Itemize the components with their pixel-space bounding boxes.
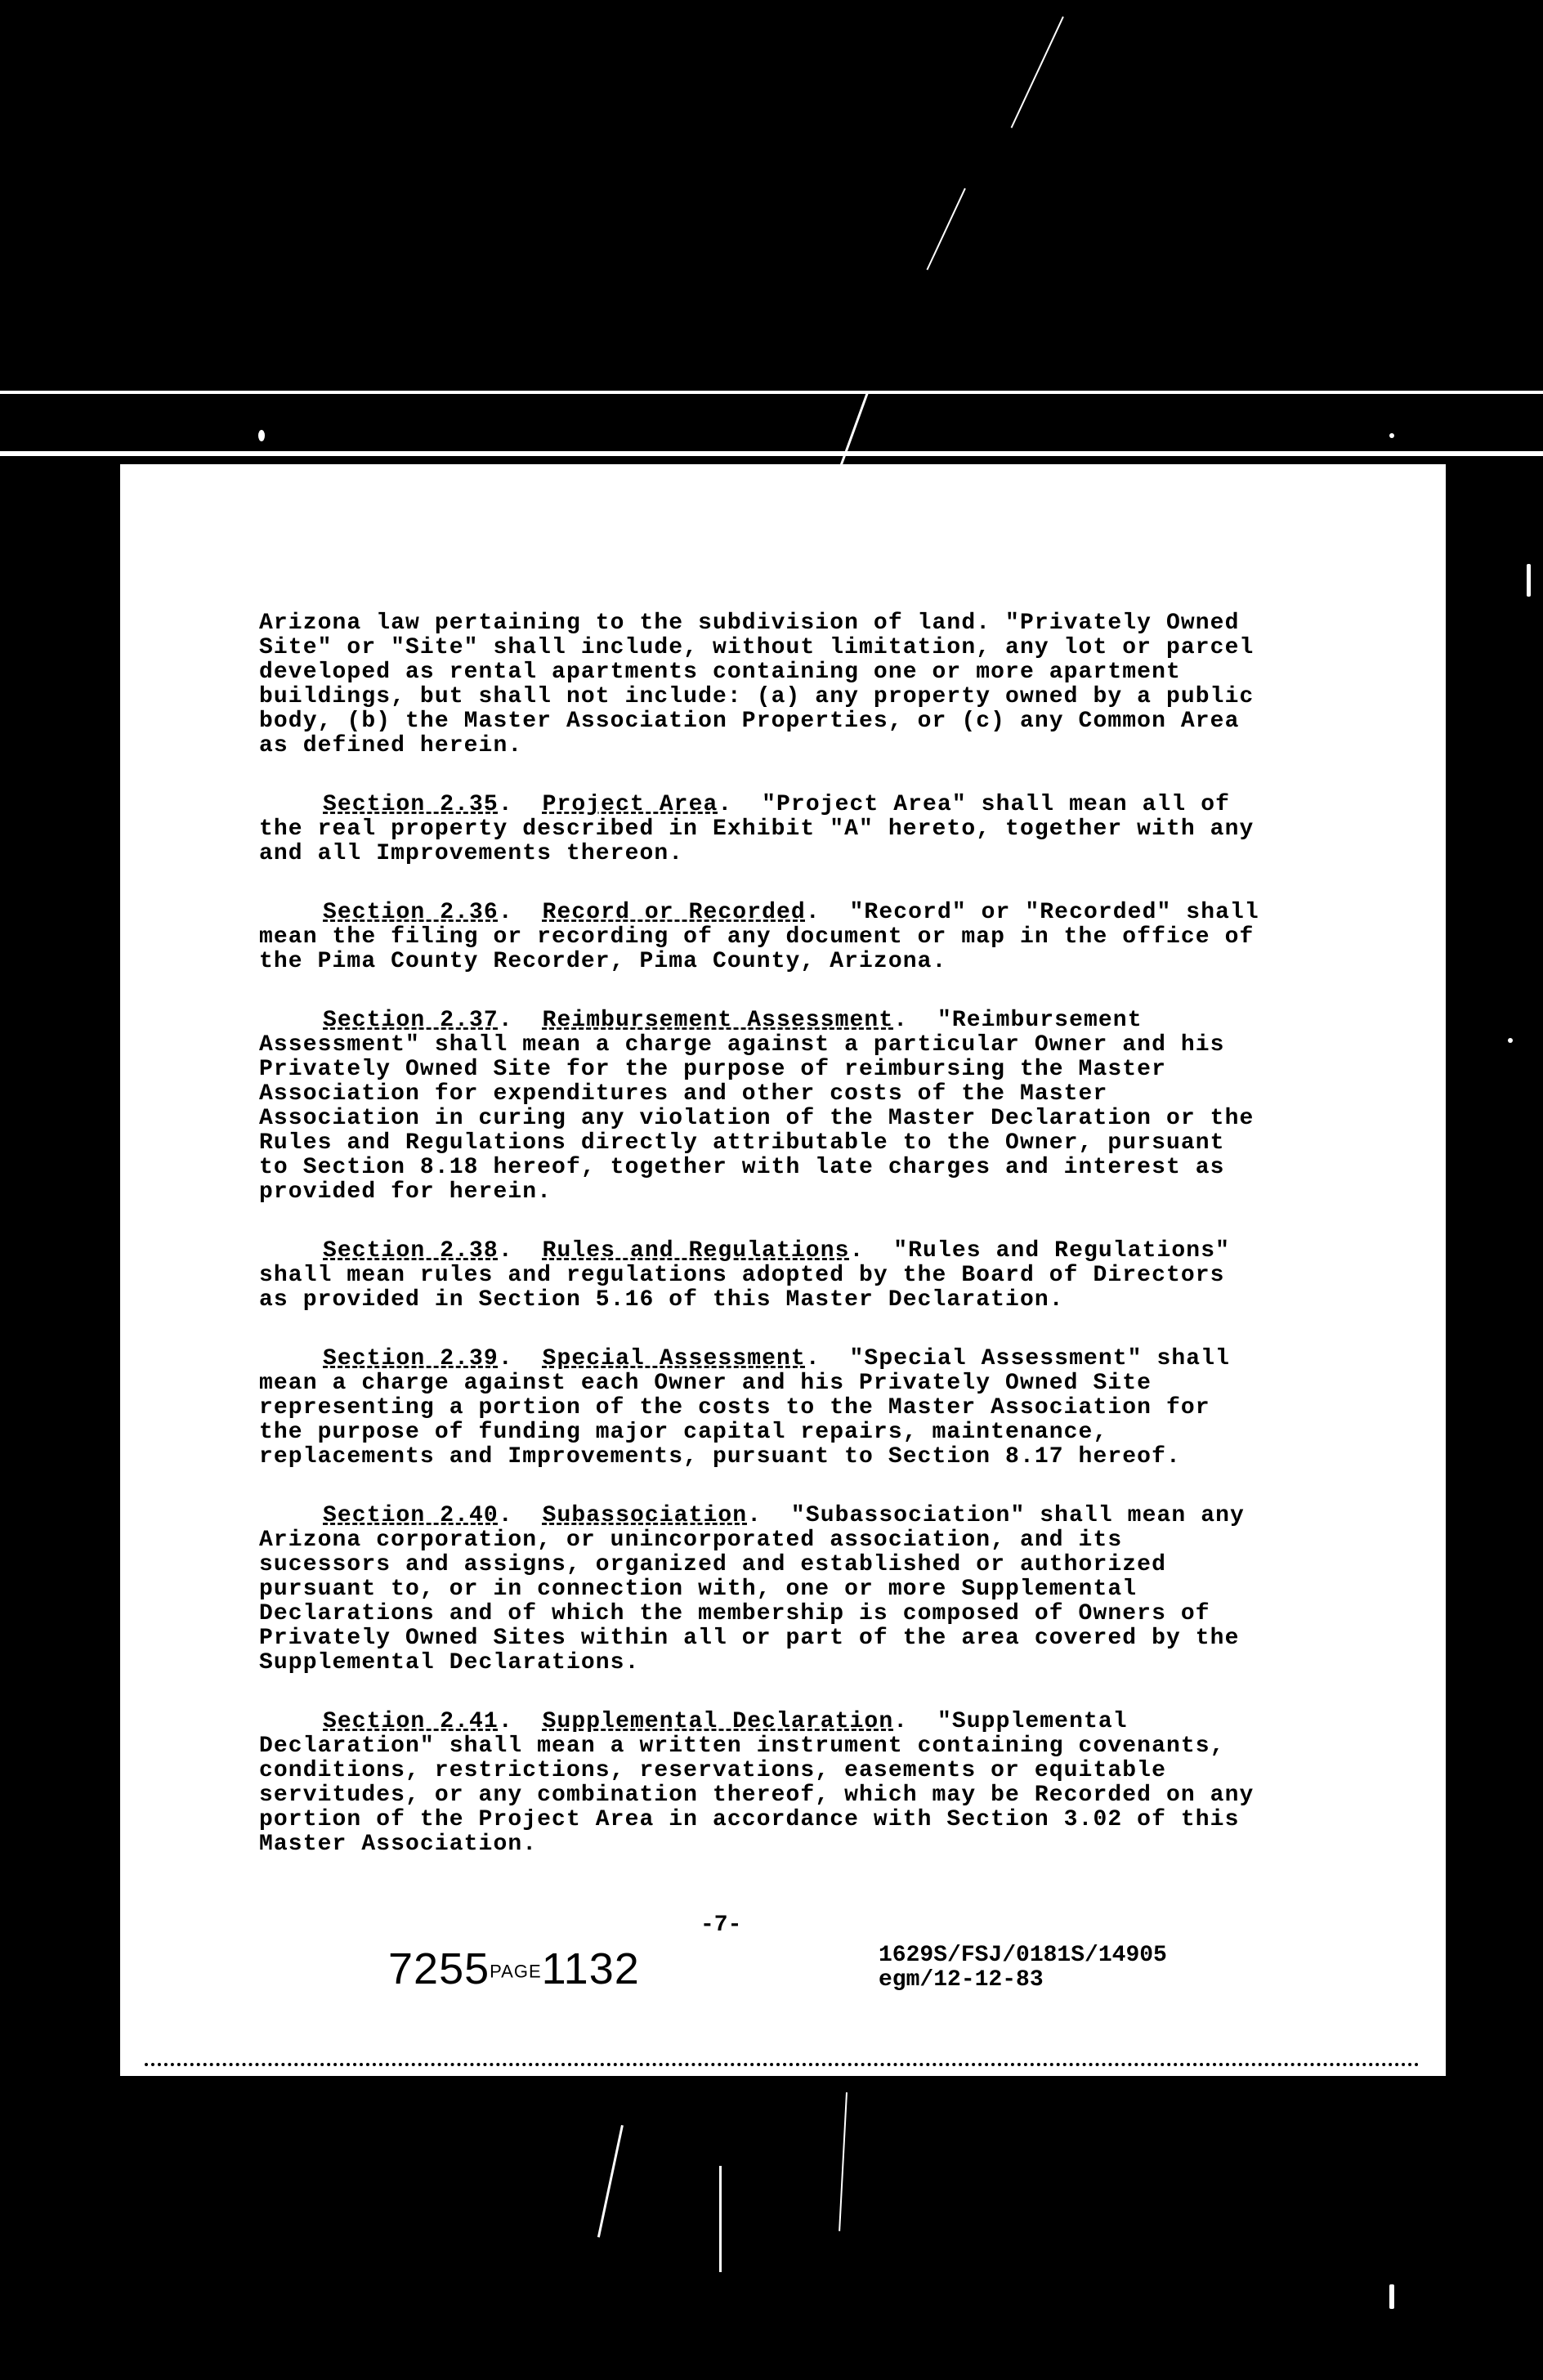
section-number: Section 2.38 [323, 1238, 499, 1264]
section-number: Section 2.37 [323, 1008, 499, 1033]
scan-edge-line [0, 451, 1543, 456]
document-body [259, 611, 1264, 1891]
section-text: "Record" or "Recorded" shall mean the filing or recording of any document or map in the office of the Pima County Recorder, Pima County, Arizona. [259, 900, 1259, 974]
section-title: Record or Recorded [542, 900, 806, 925]
section-2-36: Section 2.36. Record or Recorded. "Record" or "Recorded" shall mean the filing or recording of any document or map in the office of the Pima County Recorder, Pima County, Arizona. [259, 900, 1259, 974]
section-title: Supplemental Declaration [542, 1709, 894, 1734]
section-text: "Subassociation" shall mean any Arizona corporation, or unincorporated association, and its sucessors and assigns, organized and established or authorized pursuant to, or in connection with, one or more Supplemental Declarations and of which the membership is composed of Owners of Privately Owned Sites within all or part of the area covered by the Supplemental Declarations. [259, 1503, 1245, 1675]
scan-streak [719, 2166, 722, 2272]
section-2-39: Section 2.39. Special Assessment. "Special Assessment" shall mean a charge against each Owner and his Privately Owned Site representing a portion of the costs to the Master Association for the purpose of funding major capital repairs, maintenance, replacements and Improvements, pursuant to Section 8.17 hereof. [259, 1346, 1231, 1470]
section-number: Section 2.36 [323, 900, 499, 925]
scan-bottom-edge-noise [145, 2058, 1420, 2066]
docket-number: 7255 [388, 1944, 490, 1993]
section-2-38: Section 2.38. Rules and Regulations. "Rules and Regulations" shall mean rules and regulations adopted by the Board of Directors as provided in Section 5.16 of this Master Declaration. [259, 1238, 1231, 1313]
scan-edge-line [0, 391, 1543, 394]
docket-page: 1132 [541, 1944, 640, 1993]
scan-streak [1011, 16, 1064, 128]
section-number: Section 2.39 [323, 1346, 499, 1371]
section-text: "Project Area" shall mean all of the real property described in Exhibit "A" hereto, together with any and all Improvements thereon. [259, 792, 1255, 866]
section-text: "Reimbursement Assessment" shall mean a charge against a particular Owner and his Privately Owned Site for the purpose of reimbursing the Master Association for expenditures and other costs of the Master Association in curing any violation of the Master Declaration or the Rules and Regulations directly attributable to the Owner, pursuant to Section 8.18 hereof, together with late charges and interest as provided for herein. [259, 1008, 1255, 1205]
section-number: Section 2.41 [323, 1709, 499, 1734]
section-2-40: Section 2.40. Subassociation. "Subassociation" shall mean any Arizona corporation, or unincorporated association, and its sucessors and assigns, organized and established or authorized pursuant to, or in connection with, one or more Supplemental Declarations and of which the membership is composed of Owners of Privately Owned Sites within all or part of the area covered by the Supplemental Declarations. [259, 1503, 1245, 1675]
scan-speck [1527, 564, 1531, 597]
scan-streak [839, 2092, 848, 2231]
scan-speck [1508, 1038, 1513, 1043]
document-page [120, 464, 1446, 2076]
docket-mark: PAGE [490, 1961, 542, 1982]
reference-code: 1629S/FSJ/0181S/14905 [879, 1943, 1167, 1968]
section-number: Section 2.40 [323, 1503, 499, 1528]
scan-speck [1389, 433, 1394, 438]
section-title: Rules and Regulations [542, 1238, 850, 1264]
section-2-35: Section 2.35. Project Area. "Project Area" shall mean all of the real property described in Exhibit "A" hereto, together with any and all Improvements thereon. [259, 792, 1255, 866]
docket-stamp [388, 1944, 640, 1994]
section-title: Reimbursement Assessment [542, 1008, 894, 1033]
page-number: -7- [700, 1912, 742, 1938]
scan-streak [927, 188, 966, 271]
section-number: Section 2.35 [323, 792, 499, 817]
section-title: Special Assessment [542, 1346, 806, 1371]
section-text: "Special Assessment" shall mean a charge against each Owner and his Privately Owned Site representing a portion of the costs to the Master Association for the purpose of funding major capital repairs, maintenance, replacements and Improvements, pursuant to Section 8.17 hereof. [259, 1346, 1231, 1470]
reference-date: egm/12-12-83 [879, 1967, 1044, 1993]
scan-speck [1389, 2284, 1394, 2309]
reference-block [879, 1944, 1167, 1993]
intro-paragraph: Arizona law pertaining to the subdivision of land. "Privately Owned Site" or "Site" shall include, without limitation, any lot or parcel developed as rental apartments containing one or more apartment buildings, but shall not include: (a) any property owned by a public body, (b) the Master Association Properties, or (c) any Common Area as defined herein. [259, 611, 1255, 758]
section-text: "Supplemental Declaration" shall mean a written instrument containing covenants, conditions, restrictions, reservations, easements or equitable servitudes, or any combination thereof, which may be Recorded on any portion of the Project Area in accordance with Section 3.02 of this Master Association. [259, 1709, 1255, 1857]
section-text: "Rules and Regulations" shall mean rules and regulations adopted by the Board of Directors as provided in Section 5.16 of this Master Declaration. [259, 1238, 1231, 1313]
scan-speck [258, 430, 265, 441]
section-2-41: Section 2.41. Supplemental Declaration. "Supplemental Declaration" shall mean a written instrument containing covenants, conditions, restrictions, reservations, easements or equitable servitudes, or any combination thereof, which may be Recorded on any portion of the Project Area in accordance with Section 3.02 of this Master Association. [259, 1709, 1255, 1857]
section-2-37: Section 2.37. Reimbursement Assessment. "Reimbursement Assessment" shall mean a charge against a particular Owner and his Privately Owned Site for the purpose of reimbursing the Master Association for expenditures and other costs of the Master Association in curing any violation of the Master Declaration or the Rules and Regulations directly attributable to the Owner, pursuant to Section 8.18 hereof, together with late charges and interest as provided for herein. [259, 1008, 1255, 1205]
section-title: Subassociation [542, 1503, 748, 1528]
scan-streak [597, 2125, 624, 2238]
section-title: Project Area [542, 792, 718, 817]
